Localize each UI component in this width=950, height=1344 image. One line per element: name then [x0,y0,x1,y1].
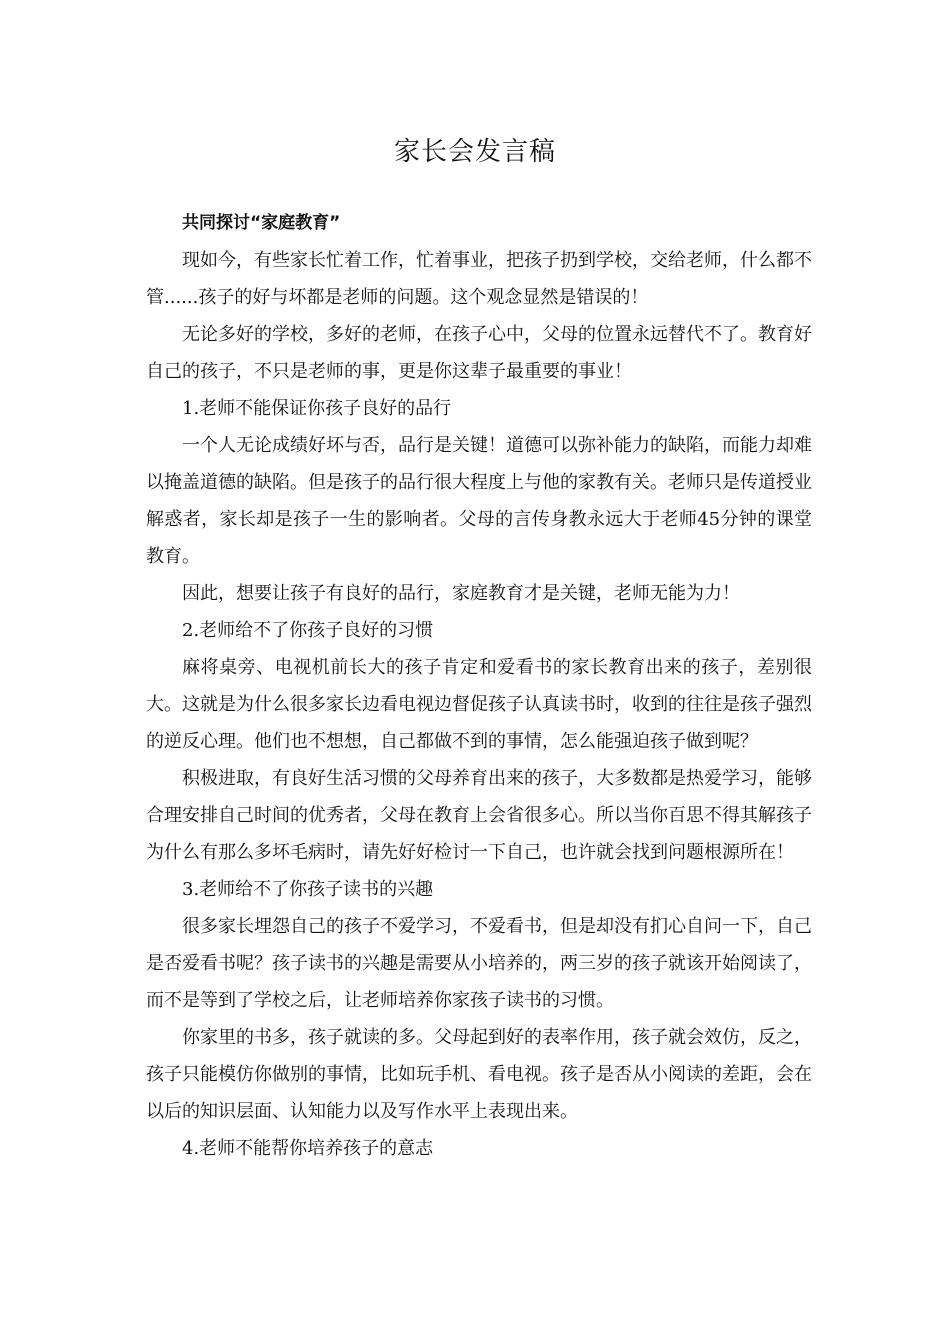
paragraph: 积极进取，有良好生活习惯的父母养育出来的孩子，大多数都是热爱学习，能够合理安排自己时间的优秀者，父母在教育上会省很多心。所以当你百思不得其解孩子为什么有那么多坏毛病时，请先好好检讨一下自己，也许就会找到问题根源所在！ [146,768,812,863]
numbered-heading: 4.老师不能帮你培养孩子的意志 [182,1138,434,1159]
document-body [146,205,812,1167]
section-subtitle: 共同探讨“家庭教育” [182,213,341,233]
numbered-heading: 1.老师不能保证你孩子良好的品行 [182,398,452,419]
paragraph: 无论多好的学校，多好的老师，在孩子心中，父母的位置永远替代不了。教育好自己的孩子，不只是老师的事，更是你这辈子最重要的事业！ [146,324,812,382]
paragraph: 麻将桌旁、电视机前长大的孩子肯定和爱看书的家长教育出来的孩子，差别很大。这就是为什么很多家长边看电视边督促孩子认真读书时，收到的往往是孩子强烈的逆反心理。他们也不想想，自己都做不到的事情，怎么能强迫孩子做到呢？ [146,657,812,752]
paragraph: 因此，想要让孩子有良好的品行，家庭教育才是关键，老师无能为力！ [182,583,740,604]
numbered-heading: 3.老师给不了你孩子读书的兴趣 [182,879,434,900]
paragraph: 现如今，有些家长忙着工作，忙着事业，把孩子扔到学校，交给老师，什么都不管......孩子的好与坏都是老师的问题。这个观念显然是错误的！ [146,250,812,308]
paragraph: 很多家长埋怨自己的孩子不爱学习，不爱看书，但是却没有扪心自问一下，自己是否爱看书呢？孩子读书的兴趣是需要从小培养的，两三岁的孩子就该开始阅读了，而不是等到了学校之后，让老师培养你家孩子读书的习惯。 [146,916,812,1011]
document-title: 家长会发言稿 [393,137,556,167]
paragraph: 你家里的书多，孩子就读的多。父母起到好的表率作用，孩子就会效仿，反之，孩子只能模仿你做别的事情，比如玩手机、看电视。孩子是否从小阅读的差距，会在以后的知识层面、认知能力以及写作水平上表现出来。 [146,1027,812,1122]
numbered-heading: 2.老师给不了你孩子良好的习惯 [182,620,434,641]
paragraph: 一个人无论成绩好坏与否，品行是关键！道德可以弥补能力的缺陷，而能力却难以掩盖道德的缺陷。但是孩子的品行很大程度上与他的家教有关。老师只是传道授业解惑者，家长却是孩子一生的影响者。父母的言传身教永远大于老师45分钟的课堂教育。 [146,435,812,567]
